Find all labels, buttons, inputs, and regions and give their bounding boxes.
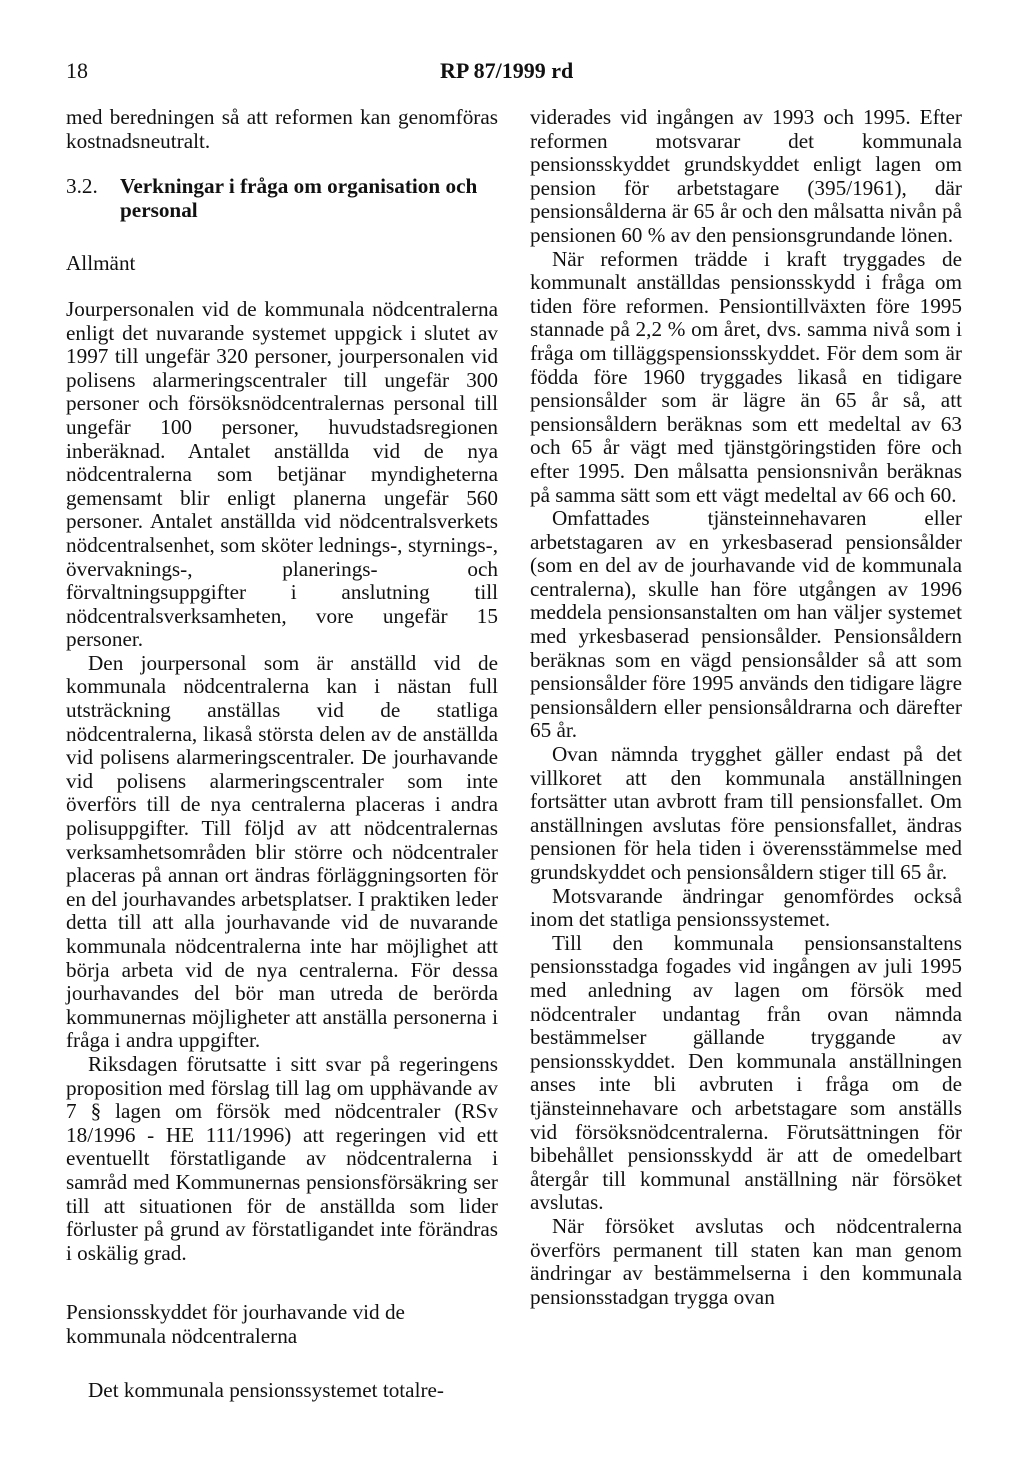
page-number: 18 (66, 58, 88, 83)
body-paragraph: Till den kommunala pensionsanstaltens pensionsstadga fogades vid ingången av juli 1995 med anledning av lagen om försök med nödcentraler undantag från ovan nämnda bestämmelser gällande tryggande av pensionsskyddet. Den kommunala anställningen anses inte bli avbruten i fråga om de tjänsteinnehavare och arbetstagare som anställs vid försöksnödcentralerna. Förutsättningen för bibehållet pensionsskydd är att de omedelbart återgår till kommunal anställning när försöket avslutas. (530, 930, 962, 1215)
left-column (66, 106, 498, 1402)
section-heading (66, 175, 498, 222)
body-paragraph: Riksdagen förutsatte i sitt svar på regeringens proposition med förslag till lag om upphävande av 7 § lagen om försök med nödcentraler (RSv 18/1996 - HE 111/1996) att regeringen vid ett eventuellt förstatligande av nödcentralerna i samråd med Kommunernas pensionsförsäkring ser till att situationen för de anställda som lider förluster på grund av förstatligandet inte förändras i oskälig grad. (66, 1051, 498, 1265)
right-column (530, 106, 962, 1309)
closing-line: Det kommunala pensionssystemet totalre- (88, 1377, 444, 1402)
running-head: RP 87/1999 rd (440, 58, 574, 83)
body-paragraph: viderades vid ingången av 1993 och 1995. Efter reformen motsvarar det kommunala pensionsskyddet grundskyddet enligt lagen om pension för arbetstagare (395/1961), där pensionsålderna är 65 år och den målsatta nivån på pensionen 60 % av den pensionsgrundande lönen. (530, 105, 962, 247)
body-paragraph: Den jourpersonal som är anställd vid de kommunala nödcentralerna kan i nästan full utsträckning anställas vid de statliga nödcentralerna, likaså största delen av de anställda vid polisens alarmeringscentraler. De jourhavande vid polisens alarmeringscentraler som inte överförs till de nya centralerna placeras i andra polisuppgifter. Till följd av att nödcentralernas verksamhetsområden blir större och nödcentraler placeras på annan ort ändras förläggningsorten för en del jourhavandes arbetsplatser. I praktiken leder detta till att alla jourhavande vid de nuvarande kommunala nödcentralerna inte har möjlighet att börja arbeta vid de nya centralerna. För dessa jourhavandes del bör man utreda de berörda kommunernas möjligheter att anställa personerna i fråga i andra uppgifter. (66, 650, 498, 1053)
section-number: 3.2. (66, 174, 98, 199)
body-paragraph: Jourpersonalen vid de kommunala nödcentralerna enligt det nuvarande systemet uppgick i slutet av 1997 till ungefär 320 personer, jourpersonalen vid polisens alarmeringscentraler till ungefär 300 personer och försöksnödcentralernas personal till ungefär 100 personer, huvudstadsregionen inberäknad. Antalet anställda vid de nya nödcentralerna som betjänar myndigheterna gemensamt blir enligt planerna ungefär 560 personer. Antalet anställda vid nödcentralsverkets nödcentralsenhet, som sköter lednings-, styrnings-, övervaknings-, planerings- och förvaltningsuppgifter i anslutning till nödcentralsverksamheten, vore ungefär 15 personer. (66, 296, 498, 652)
body-paragraph: Omfattades tjänsteinnehavaren eller arbetstagaren av en yrkesbaserad pensionsålder (som en del av de jourhavande vid de kommunala centralerna), skulle han före utgången av 1996 meddela pensionsanstalten om han väljer systemet med yrkesbaserad pensionsålder. Pensionsåldern beräknas som en vägd pensionsålder så att som pensionsålder före 1995 används den tidigare lägre pensionsåldern eller pensionsåldrarna och därefter 65 år. (530, 506, 962, 743)
body-paragraph: Ovan nämnda trygghet gäller endast på det villkoret att den kommunala anställningen fortsätter utan avbrott fram till pensionsfallet. Om anställningen avslutas före pensionsfallet, ändras pensionen för hela tiden i överensstämmelse med grundskyddet och pensionsåldern stiger till 65 år. (530, 742, 962, 884)
section-title: Verkningar i fråga om organisation och personal (120, 174, 478, 222)
subheading-pension: Pensionsskyddet för jourhavande vid de kommunala nödcentralerna (66, 1300, 405, 1348)
body-paragraph: När reformen trädde i kraft tryggades de kommunalt anställdas pensionsskydd i fråga om tiden före reformen. Pensiontillväxten före 1995 stannade på 2,2 % om året, dvs. samma nivå som i fråga om tilläggspensionsskyddet. För dem som är födda före 1960 tryggades likaså en tidigare pensionsålder som är lägre än 65 år så, att pensionsåldern beräknas som ett medeltal av 63 och 65 år vägt med tjänstgöringstiden före och efter 1995. Den målsatta pensionsnivån beräknas på samma sätt som ett vägt medeltal av 66 och 60. (530, 246, 962, 507)
intro-paragraph: med beredningen så att reformen kan genomföras kostnadsneutralt. (66, 105, 498, 153)
body-paragraph: När försöket avslutas och nödcentralerna överförs permanent till staten kan man genom ändringar av bestämmelserna i den kommunala pensionsstadgan trygga ovan (530, 1213, 962, 1309)
body-paragraph: Motsvarande ändringar genomfördes också inom det statliga pensionssystemet. (530, 883, 962, 932)
subheading-general: Allmänt (66, 251, 136, 276)
